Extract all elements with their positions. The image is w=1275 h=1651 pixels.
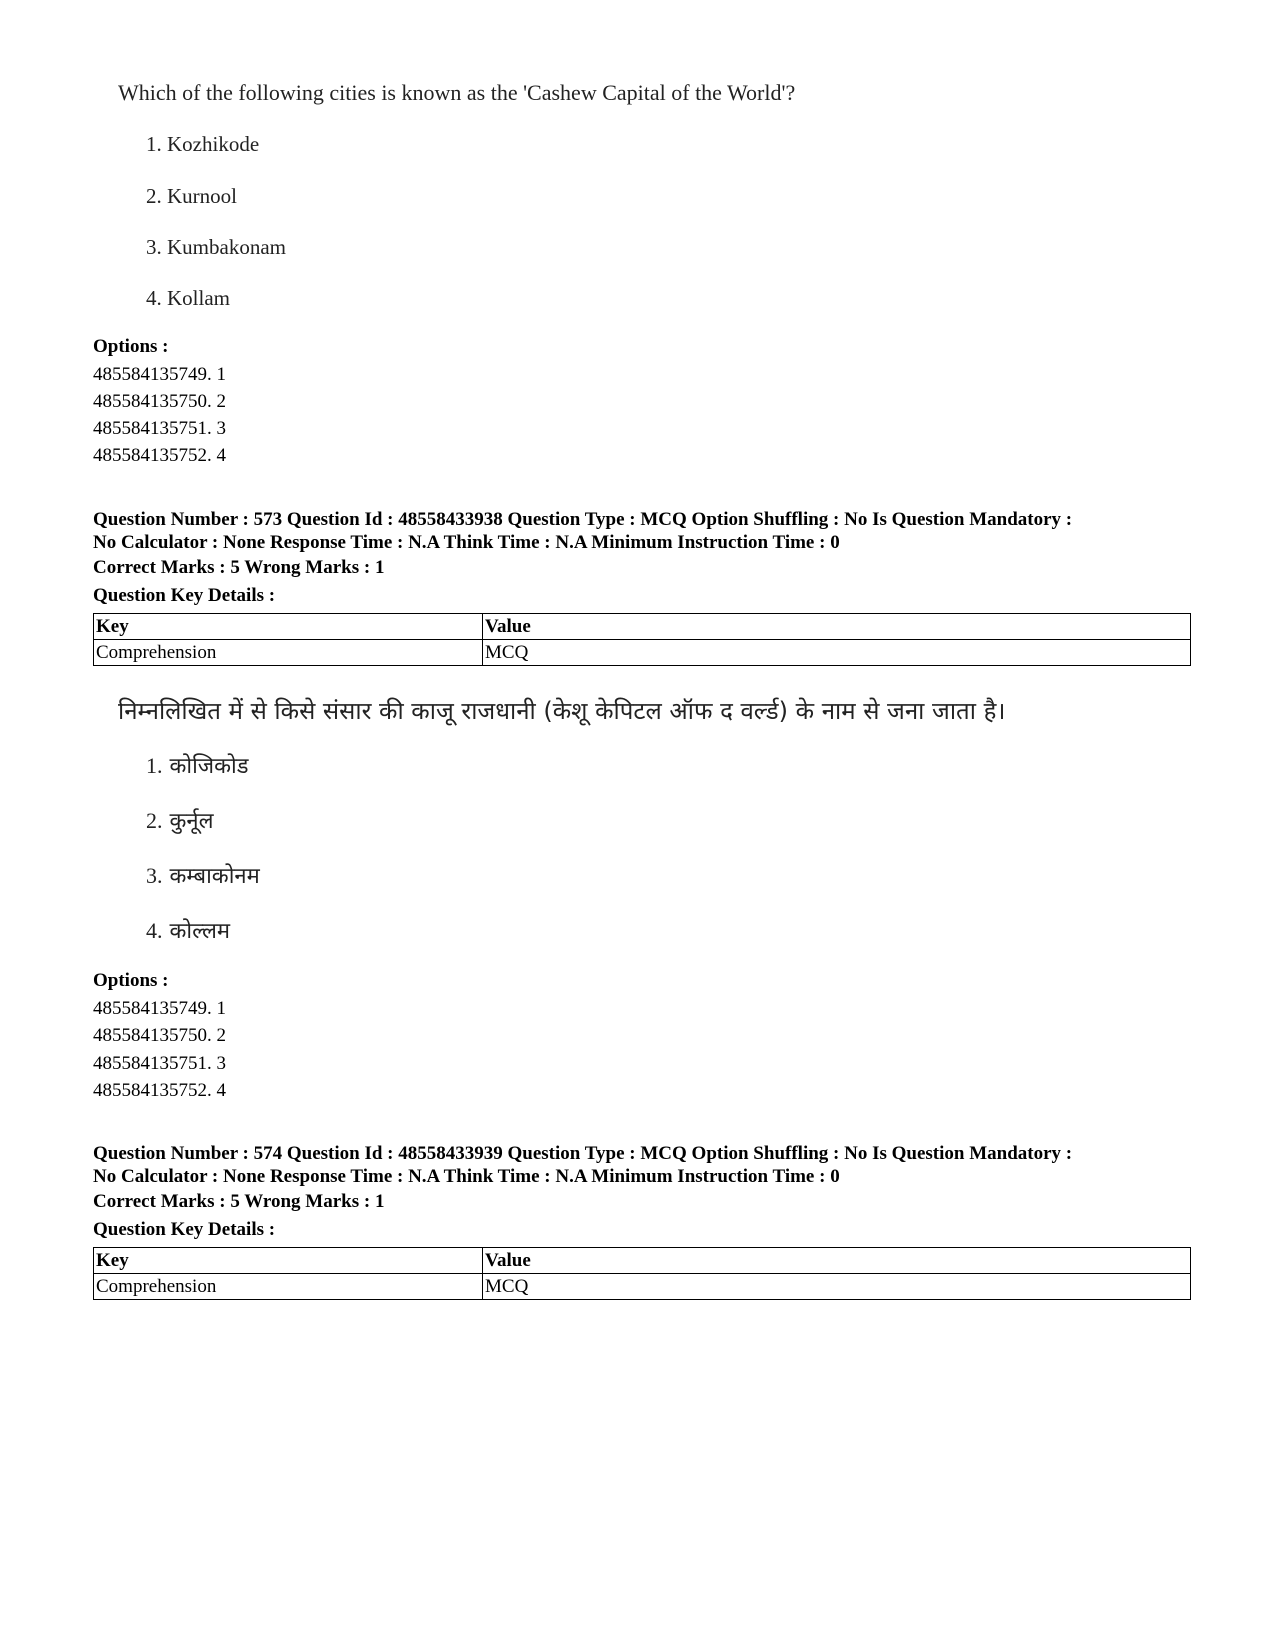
option-line: 485584135750. 2	[93, 1025, 226, 1046]
choice-en-2: 2. Kurnool	[146, 184, 237, 208]
key-table	[93, 613, 1191, 666]
question-meta-line: No Calculator : None Response Time : N.A Think Time : N.A Minimum Instruction Time : 0	[93, 1166, 840, 1187]
value-header-cell: Value	[483, 614, 1191, 640]
key-cell: Comprehension	[94, 640, 483, 666]
key-header-cell: Key	[94, 1248, 483, 1274]
key-details-label: Question Key Details :	[93, 1219, 276, 1240]
question-meta-line: No Calculator : None Response Time : N.A Think Time : N.A Minimum Instruction Time : 0	[93, 532, 840, 553]
choice-hi-2	[146, 805, 214, 835]
choice-en-3: 3. Kumbakonam	[146, 235, 286, 259]
value-cell: MCQ	[483, 1274, 1191, 1300]
value-cell: MCQ	[483, 640, 1191, 666]
question-meta	[93, 508, 1193, 554]
choice-number: 1.	[146, 753, 163, 778]
key-details-label: Question Key Details :	[93, 585, 276, 606]
key-table-header	[94, 1248, 1191, 1274]
choice-number: 3.	[146, 863, 163, 888]
option-line: 485584135751. 3	[93, 418, 226, 439]
choice-hi-3	[146, 860, 260, 890]
question-meta-line: Question Number : 573 Question Id : 48558433938 Question Type : MCQ Option Shuffling : No Is Question Mandatory :	[93, 509, 1073, 530]
options-label: Options :	[93, 970, 169, 991]
key-cell: Comprehension	[94, 1274, 483, 1300]
choice-text: कोल्लम	[169, 919, 231, 944]
choice-hi-1	[146, 750, 248, 780]
marks-line: Correct Marks : 5 Wrong Marks : 1	[93, 557, 385, 578]
option-line: 485584135749. 1	[93, 998, 226, 1019]
value-header-cell: Value	[483, 1248, 1191, 1274]
table-row	[94, 640, 1191, 666]
question-text-en: Which of the following cities is known as the 'Cashew Capital of the World'?	[118, 80, 796, 105]
option-line: 485584135749. 1	[93, 364, 226, 385]
choice-hi-4	[146, 915, 230, 945]
options-label: Options :	[93, 336, 169, 357]
option-line: 485584135752. 4	[93, 1080, 226, 1101]
choice-en-4: 4. Kollam	[146, 286, 230, 310]
choice-text: कोजिकोड	[169, 754, 249, 779]
key-table-header	[94, 614, 1191, 640]
marks-line: Correct Marks : 5 Wrong Marks : 1	[93, 1191, 385, 1212]
question-meta	[93, 1142, 1193, 1188]
table-row	[94, 1274, 1191, 1300]
choice-text: कुर्नूल	[169, 809, 214, 834]
choice-number: 4.	[146, 918, 163, 943]
key-header-cell: Key	[94, 614, 483, 640]
option-line: 485584135750. 2	[93, 391, 226, 412]
question-meta-line: Question Number : 574 Question Id : 48558433939 Question Type : MCQ Option Shuffling : No Is Question Mandatory :	[93, 1143, 1073, 1164]
question-text-hi: निम्नलिखित में से किसे संसार की काजू राजधानी (केशू केपिटल ऑफ द वर्ल्ड) के नाम से जना जाता है।	[118, 697, 1006, 725]
choice-number: 2.	[146, 808, 163, 833]
choice-en-1: 1. Kozhikode	[146, 132, 260, 156]
option-line: 485584135752. 4	[93, 445, 226, 466]
option-line: 485584135751. 3	[93, 1053, 226, 1074]
choice-text: कम्बाकोनम	[169, 864, 260, 889]
key-table	[93, 1247, 1191, 1300]
